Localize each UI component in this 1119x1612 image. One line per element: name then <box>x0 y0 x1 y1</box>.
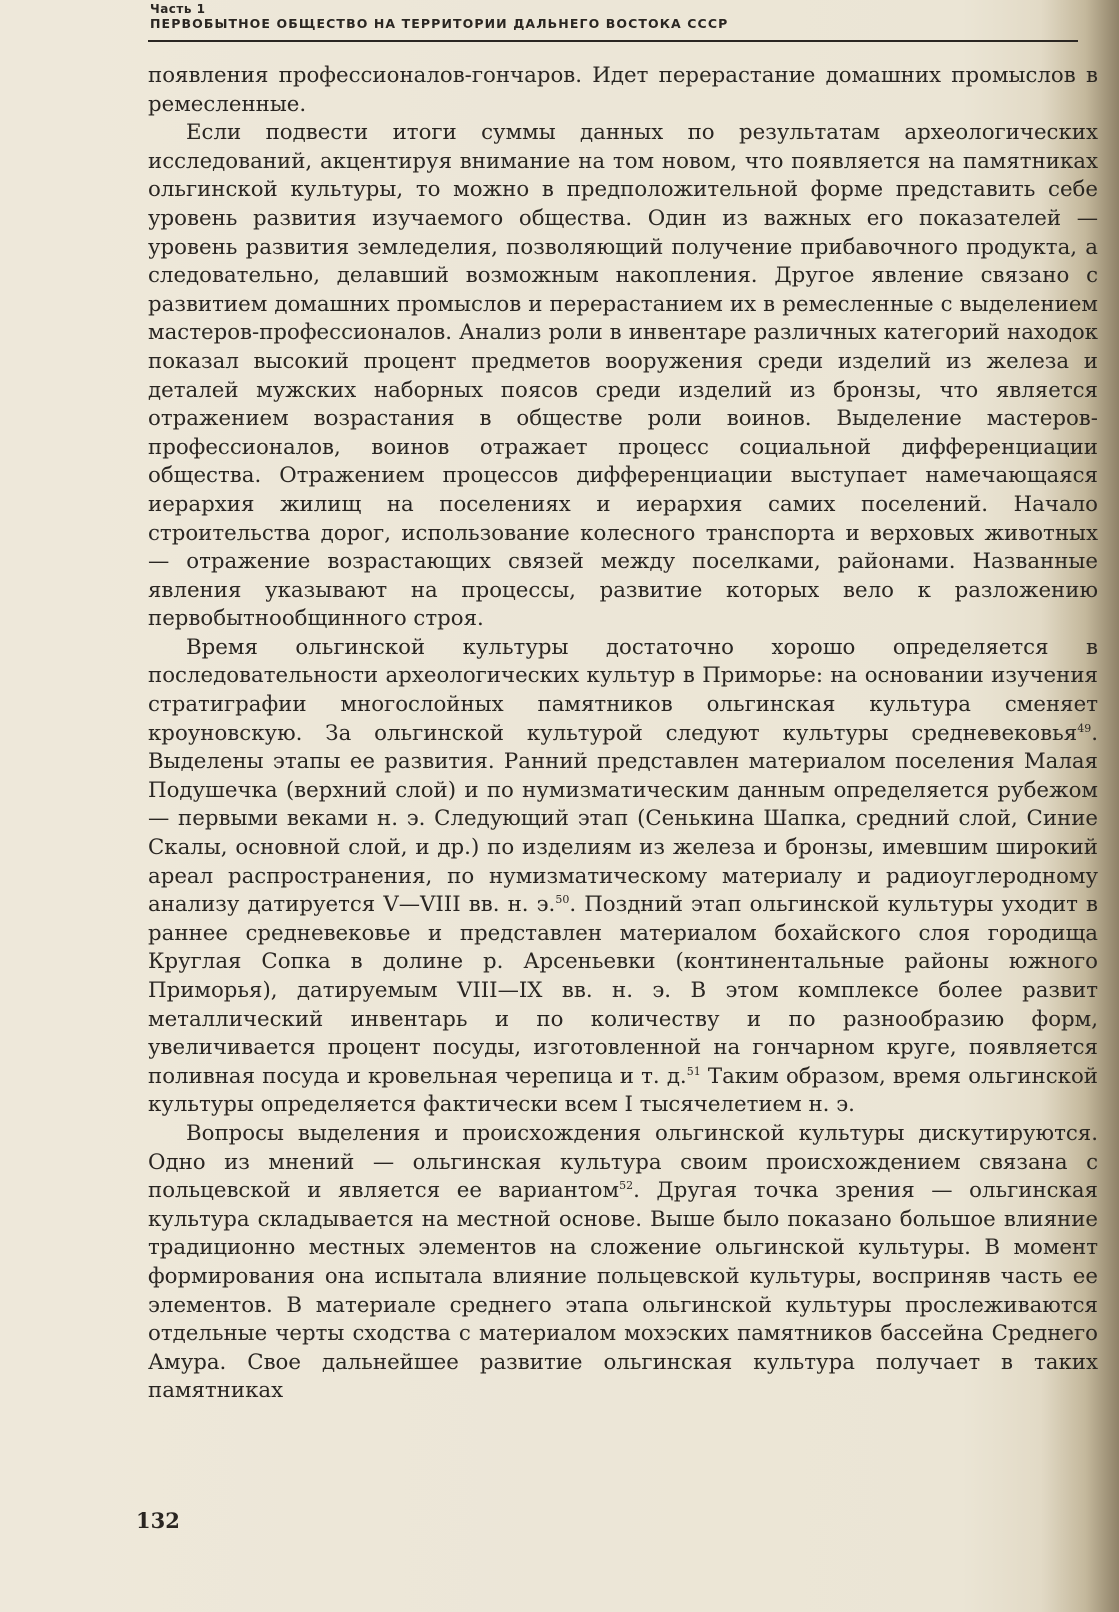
footnote-marker: 52 <box>619 1179 634 1193</box>
part-label: Часть 1 <box>150 2 206 16</box>
paragraph-text: Время ольгинской культуры достаточно хорошо определяется в последовательности археологических культур в Приморье: на основании изучения стратиграфии многослойных памятников ольгинская культура сменяет кроуновскую. За ольгинской культурой следуют культуры средневековья <box>148 634 1098 746</box>
paragraph-text: . Другая точка зрения — ольгинская культура складывается на местной основе. Выше было показано большое влияние традиционно местных элементов на сложение ольгинской культуры. В момент формирования она испытала влияние польцевской культуры, восприняв часть ее элементов. В материале среднего этапа ольгинской культуры прослеживаются отдельные черты сходства с материалом мохэских памятников бассейна Среднего Амура. Свое дальнейшее развитие ольгинская культура получает в таких памятниках <box>148 1178 1098 1404</box>
paragraph <box>148 1120 1098 1406</box>
paragraph-text: появления профессионалов-гончаров. Идет перерастание домашних промыслов в ремесленные. <box>148 63 1098 117</box>
body-text <box>148 62 1098 1406</box>
header-rule <box>148 40 1078 42</box>
footnote-marker: 50 <box>555 893 570 907</box>
paragraph-text: Таким образом, время ольгинской культуры определяется фактически всем I тысячелетием н. э. <box>148 1063 1099 1118</box>
section-title: ПЕРВОБЫТНОЕ ОБЩЕСТВО НА ТЕРРИТОРИИ ДАЛЬНЕГО ВОСТОКА СССР <box>150 16 729 31</box>
paragraph-text: . Выделены этапы ее развития. Ранний представлен материалом поселения Малая Подушечка (верхний слой) и по нумизматическим данным определяется рубежом — первыми веками н. э. Следующий этап (Сенькина Шапка, средний слой, Синие Скалы, основной слой, и др.) по изделиям из железа и бронзы, имевшим широкий ареал распространения, по нумизматическому материалу и радиоуглеродному анализу датируется V—VIII вв. н. э. <box>148 720 1098 918</box>
paragraph <box>148 62 1098 119</box>
paragraph-text: Вопросы выделения и происхождения ольгинской культуры дискутируются. Одно из мнений — ольгинская культура своим происхождением связана с польцевской и является ее вариантом <box>148 1120 1098 1204</box>
footnote-marker: 49 <box>1077 721 1092 735</box>
paragraph-text: Если подвести итоги суммы данных по результатам археологических исследований, акцентируя внимание на том новом, что появляется на памятниках ольгинской культуры, то можно в предположительной форме представить себе уровень развития изучаемого общества. Один из важных его показателей — уровень развития земледелия, позволяющий получение прибавочного продукта, а следовательно, делавший возможным накопления. Другое явление связано с развитием домашних промыслов и перерастанием их в ремесленные с выделением мастеров-профессионалов. Анализ роли в инвентаре различных категорий находок показал высокий процент предметов вооружения среди изделий из железа и деталей мужских наборных поясов среди изделий из бронзы, что является отражением возрастания в обществе роли воинов. Выделение мастеров-профессионалов, воинов отражает процесс социальной дифференциации общества. Отражением процессов дифференциации выступает намечающаяся иерархия жилищ на поселениях и иерархия самих поселений. Начало строительства дорог, использование колесного транспорта и верховых животных — отражение возрастающих связей между поселками, районами. Названные явления указывают на процессы, развитие которых вело к разложению первобытнообщинного строя. <box>148 120 1098 632</box>
page-number: 132 <box>136 1508 180 1533</box>
paragraph-text: . Поздний этап ольгинской культуры уходит в раннее средневековье и представлен материалом бохайского слоя городища Круглая Сопка в долине р. Арсеньевки (континентальные районы южного Приморья), датируемым VIII—IX вв. н. э. В этом комплексе более развит металлический инвентарь и по количеству и по разнообразию форм, увеличивается процент посуды, изготовленной на гончарном круге, появляется поливная посуда и кровельная черепица и т. д. <box>148 892 1098 1089</box>
running-head <box>150 2 1090 32</box>
footnote-marker: 51 <box>686 1064 701 1078</box>
paragraph <box>148 634 1098 1120</box>
paragraph <box>148 119 1098 634</box>
